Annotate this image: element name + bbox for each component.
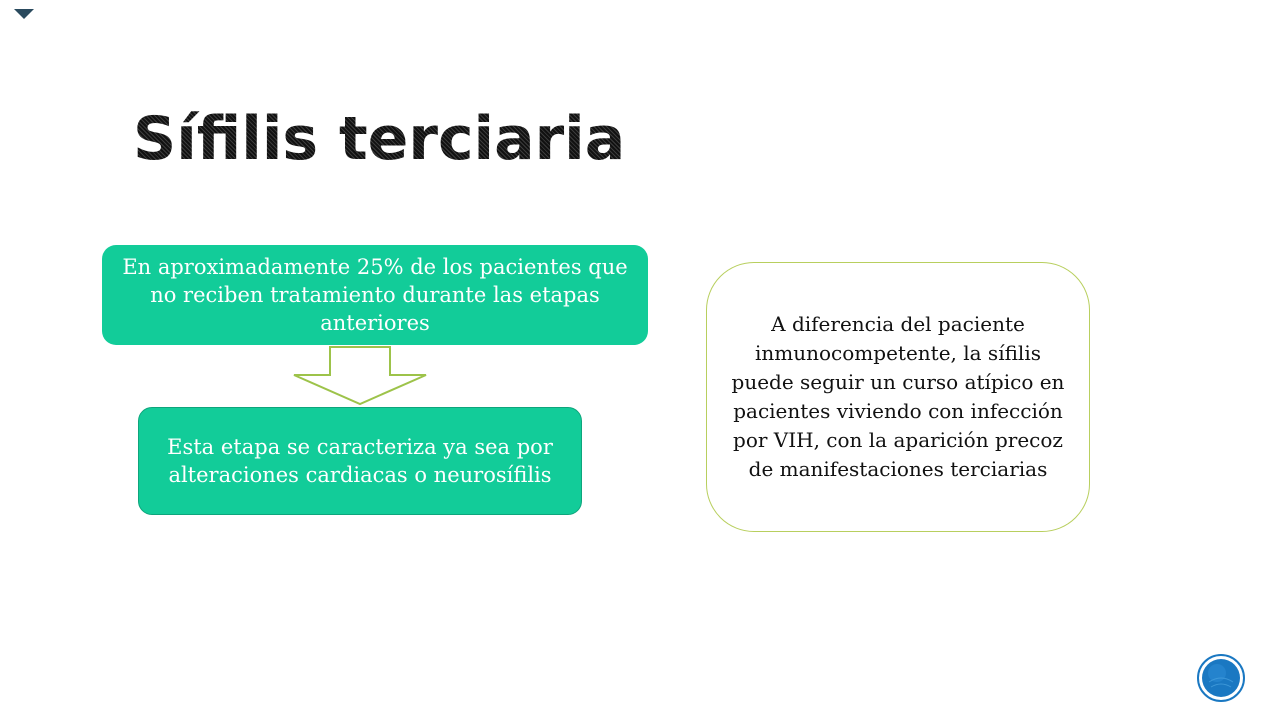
box-hiv-note [706,262,1090,532]
slide-title: Sífilis terciaria [133,104,626,174]
box-untreated-patients-text: En aproximadamente 25% de los pacientes que no reciben tratamiento durante las etapas anteriores [122,255,628,335]
box-stage-characteristics [138,407,582,515]
corner-triangle-icon [14,9,34,19]
logo-highlight [1208,664,1226,682]
down-arrow-shape [294,347,426,404]
box-hiv-note-text: A diferencia del paciente inmunocompetente, la sífilis puede seguir un curso atípico en pacientes viviendo con infección por VIH, con la aparición precoz de manifestaciones terciarias [731,312,1065,481]
box-stage-characteristics-text: Esta etapa se caracteriza ya sea por alteraciones cardiacas o neurosífilis [167,435,553,487]
globe-logo-icon[interactable] [1197,654,1245,702]
down-arrow-icon [292,346,428,406]
box-untreated-patients [102,245,648,345]
